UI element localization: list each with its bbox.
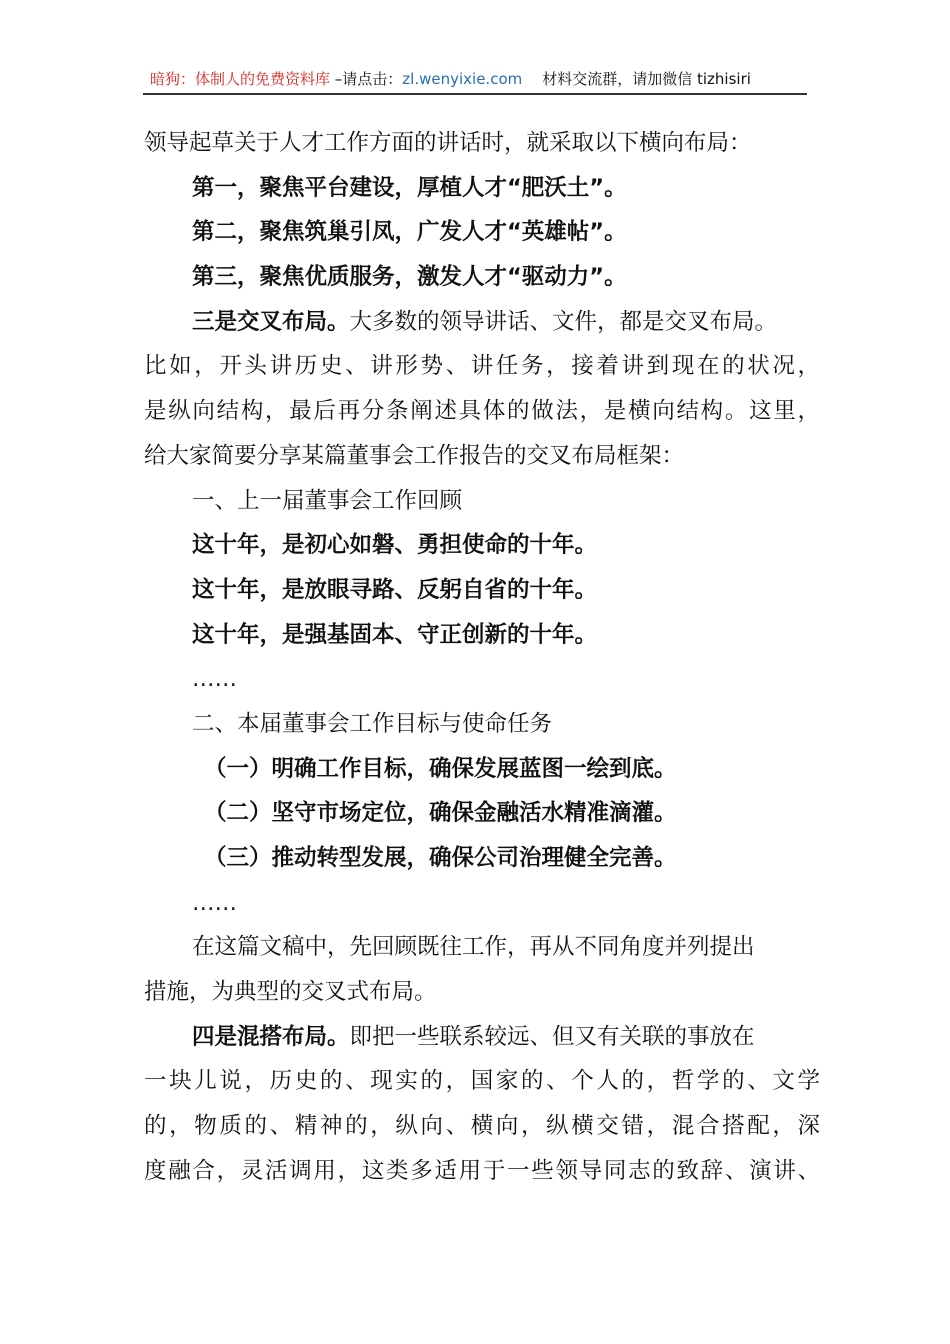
paragraph-text: 即把一些联系较远、但又有关联的事放在 bbox=[349, 1023, 755, 1050]
paragraph-text: 大多数的领导讲话、文件，都是交叉布局。 bbox=[349, 308, 778, 335]
paragraph-line: 领导起草关于人才工作方面的讲话时，就采取以下横向布局： bbox=[144, 130, 752, 156]
document-body bbox=[144, 121, 820, 1194]
heading-line: 第一，聚焦平台建设，厚植人才“肥沃土”。 bbox=[192, 174, 627, 201]
paragraph-line: 是纵向结构，最后再分条阐述具体的做法，是横向结构。这里， bbox=[144, 398, 820, 425]
paragraph-line: 的，物质的、精神的，纵向、横向，纵横交错，混合搭配，深 bbox=[144, 1113, 820, 1140]
paragraph-line: 给大家简要分享某篇董事会工作报告的交叉布局框架： bbox=[144, 442, 685, 469]
header-site-name: 暗狗：体制人的免费资料库 bbox=[150, 70, 331, 88]
paragraph-line: 度融合，灵活调用，这类多适用于一些领导同志的致辞、演讲、 bbox=[144, 1157, 820, 1184]
header-wechat: 材料交流群，请加微信 tizhisiri bbox=[542, 70, 751, 88]
paragraph-line bbox=[144, 300, 820, 345]
paragraph-line bbox=[144, 1015, 820, 1060]
heading-line: 第二，聚焦筑巢引凤，广发人才“英雄帖”。 bbox=[192, 219, 627, 246]
header-url-link[interactable]: zl.wenyixie.com bbox=[402, 70, 523, 88]
paragraph-line: 措施，为典型的交叉式布局。 bbox=[144, 979, 437, 1006]
heading-line: 第三，聚焦优质服务，激发人才“驱动力”。 bbox=[192, 264, 627, 291]
heading-line: （三）推动转型发展，确保公司治理健全完善。 bbox=[204, 845, 677, 871]
outline-heading: 二、本届董事会工作目标与使命任务 bbox=[192, 710, 553, 737]
heading-line: （一）明确工作目标，确保发展蓝图一绘到底。 bbox=[204, 755, 677, 782]
paragraph-line: 在这篇文稿中，先回顾既往工作，再从不同角度并列提出 bbox=[192, 934, 755, 961]
ellipsis: …… bbox=[192, 666, 237, 693]
heading-line: 这十年，是初心如磐、勇担使命的十年。 bbox=[192, 532, 598, 559]
header-prompt: –请点击： bbox=[330, 70, 403, 88]
paragraph-line: 一块儿说，历史的、现实的，国家的、个人的，哲学的、文学 bbox=[144, 1068, 820, 1095]
section-title: 四是混搭布局。 bbox=[192, 1023, 350, 1050]
page-header bbox=[150, 68, 805, 89]
heading-line: （二）坚守市场定位，确保金融活水精准滴灌。 bbox=[204, 800, 677, 827]
heading-line: 这十年，是强基固本、守正创新的十年。 bbox=[192, 621, 598, 648]
section-title: 三是交叉布局。 bbox=[192, 308, 350, 335]
outline-heading: 一、上一届董事会工作回顾 bbox=[192, 487, 463, 514]
heading-line: 这十年，是放眼寻路、反躬自省的十年。 bbox=[192, 576, 598, 603]
header-divider bbox=[143, 93, 807, 95]
paragraph-line: 比如，开头讲历史、讲形势、讲任务，接着讲到现在的状况， bbox=[144, 353, 820, 380]
ellipsis: …… bbox=[192, 889, 237, 916]
